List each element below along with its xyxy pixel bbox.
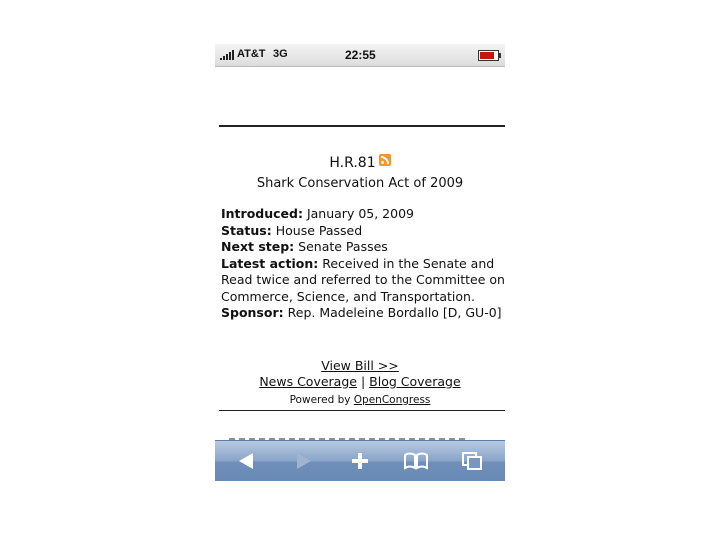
latest-action-label: Latest action:	[221, 255, 319, 271]
view-bill-link[interactable]: View Bill >>	[321, 358, 399, 373]
sponsor-value: Rep. Madeleine Bordallo [D, GU-0]	[287, 305, 502, 320]
status-label: Status:	[221, 222, 272, 238]
status-row	[221, 223, 505, 240]
sponsor-label: Sponsor:	[221, 305, 284, 320]
opencongress-link[interactable]: OpenCongress	[353, 394, 431, 406]
rss-icon[interactable]	[379, 154, 391, 166]
bill-heading	[215, 154, 505, 171]
bill-number: H.R.81	[329, 155, 376, 171]
link-separator: |	[360, 374, 366, 389]
phone-screen	[215, 44, 505, 481]
carrier-name: AT&T	[237, 48, 266, 60]
back-icon[interactable]	[233, 449, 259, 473]
browser-toolbar	[215, 440, 505, 481]
bill-title: Shark Conservation Act of 2009	[256, 176, 464, 191]
forward-icon[interactable]	[291, 449, 317, 473]
status-time: 22:55	[345, 48, 376, 62]
latest-action-value: Received in the Senate and Read twice and referred to the Committee on Commerce, Science, and Transportation.	[221, 255, 505, 304]
next-step-value: Senate Passes	[298, 239, 388, 254]
bill-details	[221, 206, 505, 322]
battery-icon	[478, 50, 499, 61]
news-coverage-link[interactable]: News Coverage	[259, 374, 357, 389]
signal-strength-icon	[220, 50, 236, 60]
view-bill-row	[215, 358, 505, 373]
bottom-divider	[219, 410, 505, 411]
add-icon[interactable]	[347, 449, 373, 473]
next-step-label: Next step:	[221, 239, 295, 254]
introduced-row	[221, 206, 505, 223]
next-step-row	[221, 239, 505, 256]
pages-icon[interactable]	[459, 449, 485, 473]
top-divider	[219, 125, 505, 127]
web-content[interactable]	[215, 66, 505, 444]
bookmarks-icon[interactable]	[403, 449, 429, 473]
sponsor-row	[221, 305, 505, 322]
powered-by-label: Powered by	[289, 394, 351, 406]
introduced-label: Introduced:	[221, 206, 303, 221]
status-value: House Passed	[275, 222, 363, 238]
network-type: 3G	[273, 48, 288, 60]
status-bar	[215, 44, 505, 67]
introduced-value: January 05, 2009	[306, 206, 414, 221]
blog-coverage-link[interactable]: Blog Coverage	[369, 374, 461, 389]
coverage-links	[215, 374, 505, 389]
powered-by	[215, 394, 505, 406]
latest-action-row	[221, 256, 505, 306]
